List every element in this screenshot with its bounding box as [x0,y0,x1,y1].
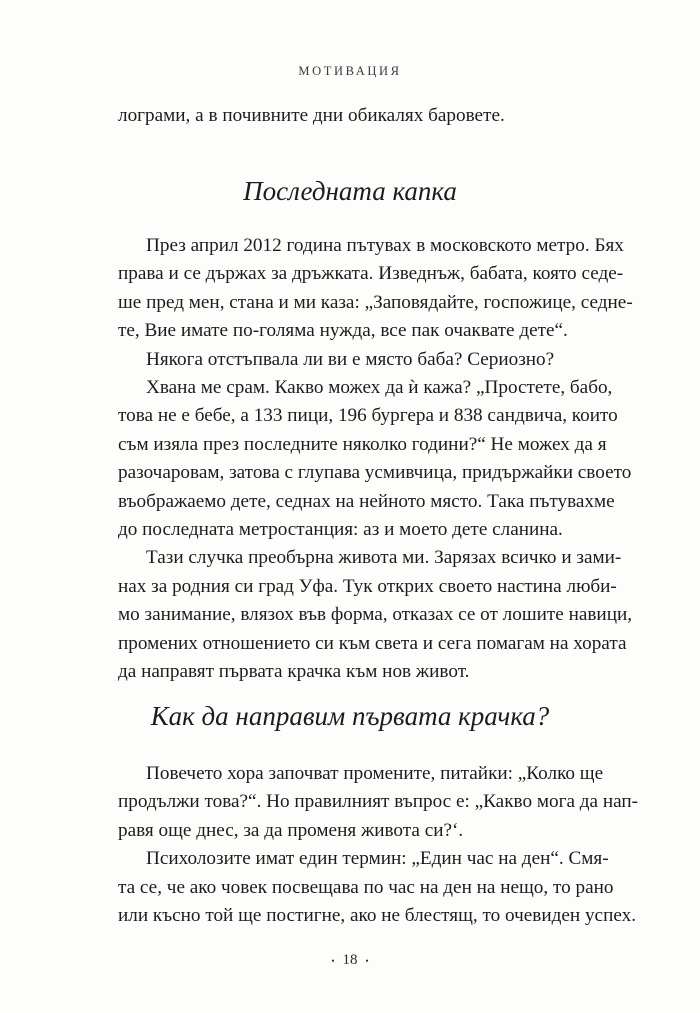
text-line: това не е бебе, а 133 пици, 196 бургера и 838 сандвича, които [118,405,618,427]
text-line: Хвана ме срам. Какво можех да ѝ кажа? „Простете, бабо, [146,377,613,399]
text-line: Психолозите имат един термин: „Един час на ден“. Смя- [146,848,609,870]
folio-ornament-left: • [331,955,335,966]
text-line: лограми, а в почивните дни обикалях баровете. [118,105,505,126]
section-body-first-step [118,760,639,930]
text-line: или късно той ще постигне, ако не блестящ, то очевиден успех. [118,905,636,927]
section-heading-first-step: Как да направим първата крачка? [150,701,550,731]
text-line: те, Вие имате по-голяма нужда, все пак очаквате дете“. [118,320,568,342]
section-body-last-drop [118,232,633,687]
text-line: права и се държах за дръжката. Изведнъж, бабата, която седе- [118,263,624,285]
text-line: нах за родния си град Уфа. Тук открих своето настина люби- [118,575,617,597]
text-line: до последната метростанция: аз и моето дете сланина. [118,519,563,541]
text-line: Повечето хора започват промените, питайки: „Колко ще [146,763,604,784]
page-folio [0,952,700,969]
running-head: МОТИВАЦИЯ [298,64,402,78]
section-heading-last-drop: Последната капка [243,176,457,206]
text-line: съм изяла през последните няколко години?“ Не можех да я [118,433,607,455]
text-line: ше пред мен, стана и ми каза: „Заповядайте, госпожице, седне- [118,291,633,313]
text-line: промених отношението си към света и сега помагам на хората [118,632,627,654]
text-line: През април 2012 година пътувах в московското метро. Бях [146,235,624,256]
page-number: 18 [342,952,358,968]
text-line: та се, че ако човек посвещава по час на ден на нещо, то рано [118,876,614,898]
text-line: въображаемо дете, седнах на нейното място. Така пътувахме [118,490,615,512]
folio-ornament-right: • [365,955,369,966]
text-line: да направят първата крачка към нов живот. [118,661,470,683]
text-line: мо занимание, влязох във форма, отказах се от лошите навици, [118,604,633,626]
intro-paragraph [118,102,601,130]
text-line: Тази случка преобърна живота ми. Зарязах всичко и зами- [146,547,622,569]
text-line: разочаровам, затова с глупава усмивчица, придържайки своето [118,462,632,484]
text-line: Някога отстъпвала ли ви е място баба? Сериозно? [146,348,555,370]
text-line: равя още днес, за да променя живота си?‘. [118,819,464,841]
text-line: продължи това?“. Но правилният въпрос е: „Какво мога да нап- [118,791,639,813]
